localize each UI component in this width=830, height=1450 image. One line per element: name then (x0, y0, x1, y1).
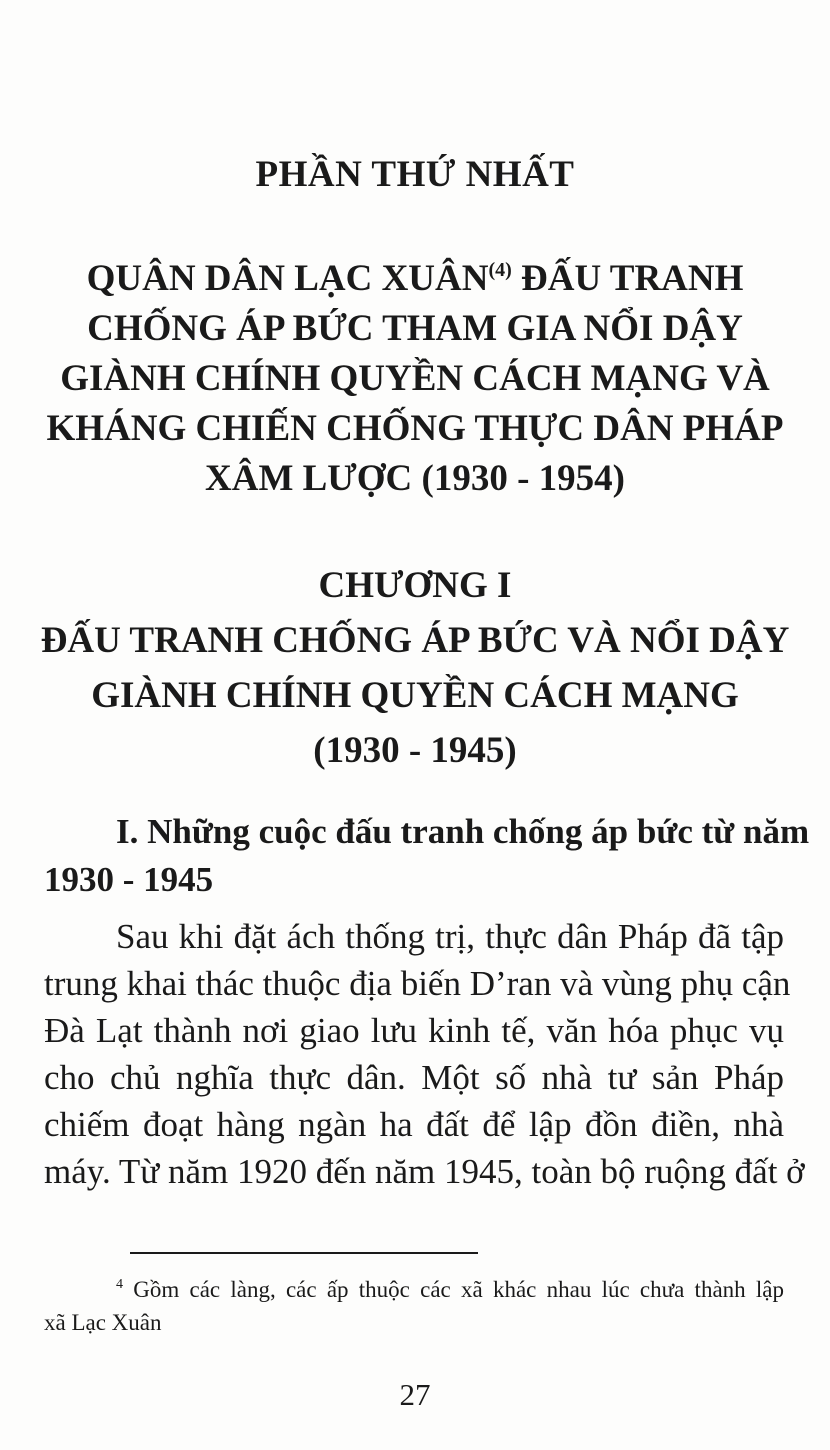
section-heading-line: 1930 - 1945 (44, 860, 214, 899)
chapter-title: CHƯƠNG I (318, 565, 512, 606)
part-subtitle-line: CHỐNG ÁP BỨC THAM GIA NỔI DẬY (87, 308, 743, 349)
section-heading-line: I. Những cuộc đấu tranh chống áp bức từ năm (116, 812, 810, 851)
body-line: chiếm đoạt hàng ngàn ha đất để lập đồn điền, nhà (44, 1105, 784, 1144)
part-subtitle-line: XÂM LƯỢC (1930 - 1954) (205, 458, 625, 499)
footnote-line: xã Lạc Xuân (44, 1310, 162, 1335)
chapter-subtitle-line: (1930 - 1945) (313, 730, 517, 771)
body-line: Đà Lạt thành nơi giao lưu kinh tế, văn hóa phục vụ (44, 1011, 784, 1050)
part-title: PHẦN THỨ NHẤT (255, 154, 575, 195)
body-line: cho chủ nghĩa thực dân. Một số nhà tư sản Pháp (44, 1058, 784, 1097)
body-paragraph (44, 913, 805, 1195)
part-subtitle-line (40, 254, 790, 304)
part-subtitle-text: ĐẤU TRANH (511, 258, 744, 299)
footnote-line (44, 1273, 784, 1306)
body-line: máy. Từ năm 1920 đến năm 1945, toàn bộ ruộng đất ở (44, 1152, 805, 1191)
page-number: 27 (399, 1377, 431, 1412)
body-line: trung khai thác thuộc địa biến D’ran và vùng phụ cận (44, 964, 791, 1003)
part-subtitle-line: KHÁNG CHIẾN CHỐNG THỰC DÂN PHÁP (46, 408, 784, 449)
footnote-text: Gồm các làng, các ấp thuộc các xã khác nhau lúc chưa thành lập (123, 1277, 784, 1302)
footnote-marker: 4 (116, 1277, 123, 1292)
part-subtitle (40, 254, 790, 504)
body-line: Sau khi đặt ách thống trị, thực dân Pháp đã tập (116, 917, 784, 956)
footnote-reference: (4) (488, 259, 512, 281)
section-heading (44, 808, 810, 904)
chapter-subtitle-line: ĐẤU TRANH CHỐNG ÁP BỨC VÀ NỔI DẬY (40, 620, 790, 661)
part-subtitle-line: GIÀNH CHÍNH QUYỀN CÁCH MẠNG VÀ (60, 358, 770, 399)
part-subtitle-text: QUÂN DÂN LẠC XUÂN (86, 258, 489, 299)
chapter-subtitle (20, 613, 810, 778)
footnote-divider (130, 1252, 478, 1254)
footnote (44, 1273, 784, 1339)
chapter-subtitle-line: GIÀNH CHÍNH QUYỀN CÁCH MẠNG (91, 675, 739, 716)
